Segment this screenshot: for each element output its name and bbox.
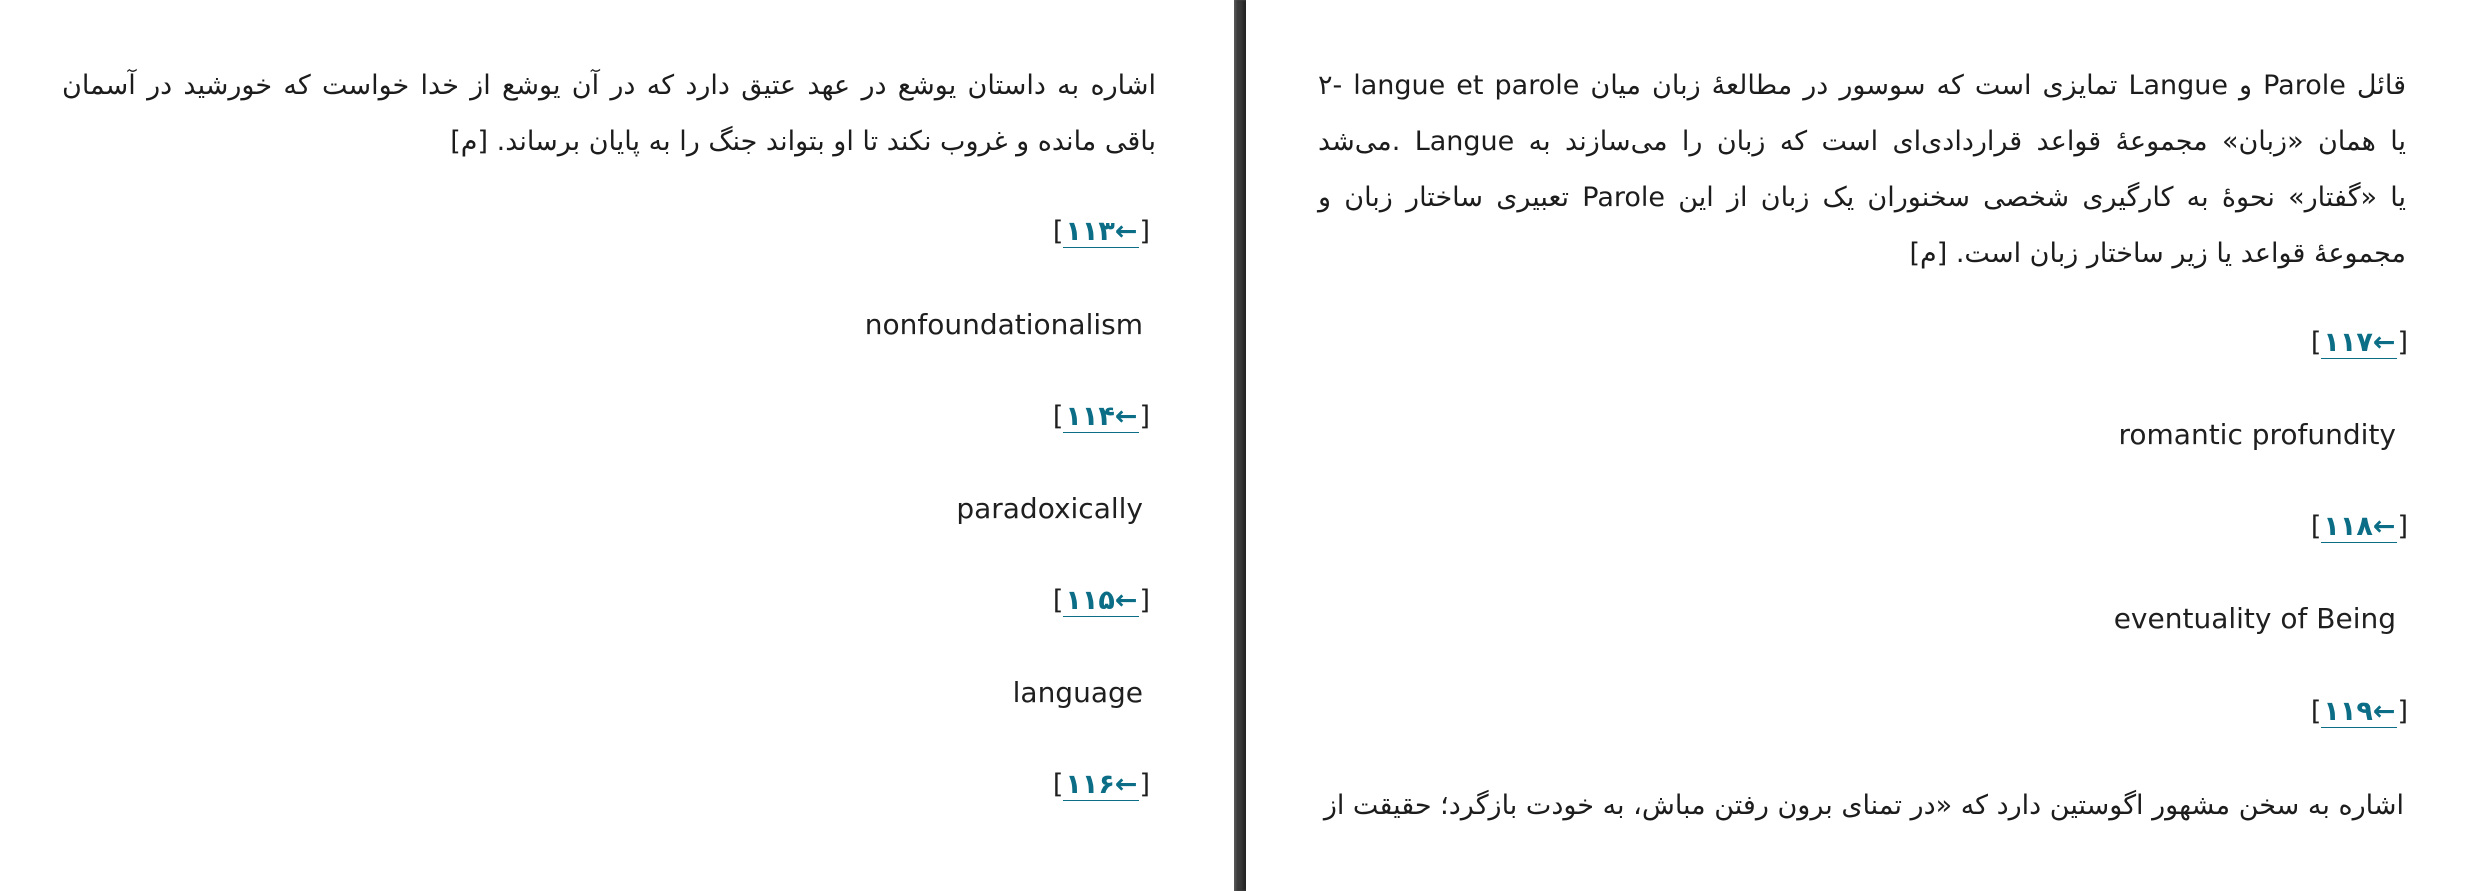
back-link[interactable]: ۱۱۹← bbox=[2323, 696, 2396, 727]
glossary-term: language bbox=[1012, 676, 1143, 709]
bracket-open: [ bbox=[1052, 216, 1064, 247]
footnote-paragraph: ۲- langue et parole تمایزی است که سوسور در مطالعهٔ زبان میان Langue و Parole قائل می‌شد. Langue یا همان «زبان» مجموعهٔ قواعد قراردادی‌ای است که زبان را می‌سازند به تعبیری ساختار زبان و Parole یا «گفتار» نحوهٔ به کارگیری شخصی سخنوران یک زبان از این مجموعهٔ قواعد یا زیر ساختار زبان است. [م] bbox=[1318, 70, 2407, 269]
bracket-close: ] bbox=[1139, 585, 1150, 616]
bracket-open: [ bbox=[2310, 696, 2322, 727]
bracket-close: ] bbox=[1139, 216, 1150, 247]
back-link[interactable]: ۱۱۴← bbox=[1065, 401, 1138, 432]
bracket-open: [ bbox=[2310, 327, 2322, 358]
glossary-term: romantic profundity bbox=[2118, 418, 2396, 451]
left-page bbox=[0, 0, 1234, 891]
bracket-close: ] bbox=[1139, 769, 1150, 800]
bracket-close: ] bbox=[2397, 511, 2408, 542]
glossary-term: paradoxically bbox=[956, 492, 1143, 525]
bracket-close: ] bbox=[1139, 401, 1150, 432]
back-link[interactable]: ۱۱۸← bbox=[2323, 511, 2396, 542]
bracket-close: ] bbox=[2397, 696, 2408, 727]
bracket-open: [ bbox=[2310, 511, 2322, 542]
note-reference bbox=[1053, 214, 1150, 250]
bracket-open: [ bbox=[1052, 585, 1064, 616]
note-reference bbox=[1053, 399, 1150, 435]
bracket-open: [ bbox=[1052, 769, 1064, 800]
note-reference bbox=[2311, 325, 2408, 361]
back-link[interactable]: ۱۱۷← bbox=[2323, 327, 2396, 358]
page-divider bbox=[1234, 0, 1246, 891]
back-link[interactable]: ۱۱۵← bbox=[1065, 585, 1138, 616]
glossary-term: eventuality of Being bbox=[2113, 602, 2396, 635]
note-reference bbox=[2311, 509, 2408, 545]
footnote-paragraph: اشاره به سخن مشهور اگوستین دارد که «در تمنای برون رفتن مباش، به خودت بازگرد؛ حقیقت از bbox=[1323, 790, 2404, 821]
footnote-paragraph: اشاره به داستان یوشع در عهد عتیق دارد که در آن یوشع از خدا خواست که خورشید در آسمان باقی مانده و غروب نکند تا او بتواند جنگ را به پایان برساند. [م] bbox=[62, 70, 1156, 157]
back-link[interactable]: ۱۱۳← bbox=[1065, 216, 1138, 247]
note-reference bbox=[1053, 583, 1150, 619]
glossary-term: nonfoundationalism bbox=[864, 308, 1143, 341]
bracket-open: [ bbox=[1052, 401, 1064, 432]
bracket-close: ] bbox=[2397, 327, 2408, 358]
note-reference bbox=[2311, 694, 2408, 730]
right-page bbox=[1246, 0, 2482, 891]
note-reference bbox=[1053, 767, 1150, 803]
back-link[interactable]: ۱۱۶← bbox=[1065, 769, 1138, 800]
